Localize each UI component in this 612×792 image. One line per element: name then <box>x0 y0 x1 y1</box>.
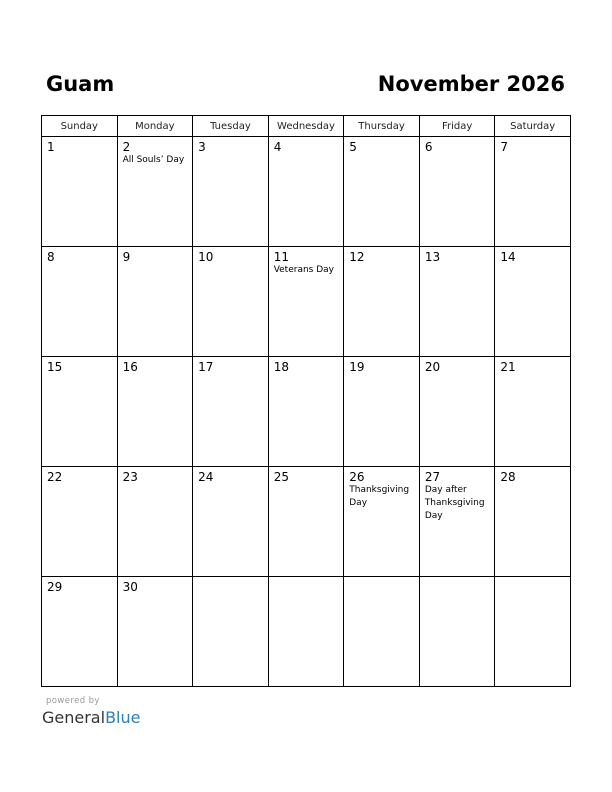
day-cell <box>419 137 495 247</box>
day-cell <box>117 247 193 357</box>
day-number: 11 <box>273 250 289 264</box>
day-number: 5 <box>349 140 357 154</box>
day-cell <box>344 247 420 357</box>
weekday-sunday: Sunday <box>42 116 118 137</box>
day-number: 20 <box>424 360 441 374</box>
day-cell <box>117 577 193 687</box>
day-number: 23 <box>122 470 138 484</box>
brand-logo-part1: General <box>42 708 106 727</box>
day-cell <box>419 577 495 687</box>
day-number: 29 <box>47 580 63 594</box>
day-number: 12 <box>349 250 365 264</box>
day-number: 16 <box>122 360 138 374</box>
day-cell <box>268 467 344 577</box>
weekday-monday: Monday <box>117 116 193 137</box>
day-number: 1 <box>47 140 55 154</box>
day-cell <box>42 137 118 247</box>
day-cell <box>495 247 571 357</box>
calendar-grid <box>41 115 571 687</box>
day-number: 22 <box>47 470 63 484</box>
day-number: 6 <box>424 140 433 154</box>
day-number: 15 <box>47 360 63 374</box>
holiday-label: All Souls’ Day <box>122 155 185 165</box>
brand-logo <box>42 708 140 728</box>
weekday-friday: Friday <box>419 116 495 137</box>
day-number: 10 <box>198 250 214 264</box>
brand-logo-part2: Blue <box>105 708 141 727</box>
day-number: 27 <box>424 470 441 484</box>
day-cell <box>117 467 193 577</box>
weekday-wednesday: Wednesday <box>268 116 344 137</box>
weekday-header-row <box>42 116 571 137</box>
day-cell <box>268 137 344 247</box>
weekday-thursday: Thursday <box>344 116 420 137</box>
day-cell <box>419 247 495 357</box>
footer-branding <box>42 696 140 728</box>
day-cell <box>42 247 118 357</box>
week-row <box>42 247 571 357</box>
day-cell <box>268 577 344 687</box>
day-cell <box>419 467 495 577</box>
week-row <box>42 137 571 247</box>
day-cell <box>42 357 118 467</box>
weekday-saturday: Saturday <box>495 116 571 137</box>
holiday-label: Veterans Day <box>273 265 334 275</box>
day-cell <box>344 357 420 467</box>
week-row <box>42 467 571 577</box>
day-cell <box>117 357 193 467</box>
day-number: 28 <box>500 470 516 484</box>
week-row <box>42 357 571 467</box>
day-number: 25 <box>273 470 289 484</box>
day-cell <box>495 357 571 467</box>
day-number: 30 <box>122 580 138 594</box>
week-row <box>42 577 571 687</box>
day-cell <box>193 467 269 577</box>
holiday-label: Day after Thanksgiving Day <box>424 485 485 521</box>
day-cell <box>495 137 571 247</box>
day-number: 13 <box>424 250 441 264</box>
day-cell <box>42 577 118 687</box>
day-number: 8 <box>47 250 55 264</box>
day-cell <box>344 467 420 577</box>
day-number: 19 <box>349 360 365 374</box>
day-number: 14 <box>500 250 516 264</box>
day-cell <box>117 137 193 247</box>
day-number: 3 <box>198 140 206 154</box>
day-cell <box>344 137 420 247</box>
day-cell <box>344 577 420 687</box>
day-cell <box>419 357 495 467</box>
calendar-month-title: November 2026 <box>377 72 565 96</box>
day-cell <box>495 467 571 577</box>
weekday-tuesday: Tuesday <box>193 116 269 137</box>
holiday-label: Thanksgiving Day <box>349 485 410 508</box>
day-number: 21 <box>500 360 516 374</box>
calendar-region-title: Guam <box>46 72 115 96</box>
day-number: 9 <box>122 250 131 264</box>
day-cell <box>193 247 269 357</box>
day-number: 18 <box>273 360 289 374</box>
day-cell <box>193 357 269 467</box>
day-number: 26 <box>349 470 365 484</box>
day-number: 7 <box>500 140 509 154</box>
day-cell <box>193 137 269 247</box>
day-number: 2 <box>122 140 131 154</box>
powered-by-text: powered by <box>46 696 100 706</box>
day-cell <box>193 577 269 687</box>
day-number: 24 <box>198 470 214 484</box>
day-number: 17 <box>198 360 214 374</box>
day-cell <box>268 357 344 467</box>
day-cell <box>268 247 344 357</box>
day-cell <box>495 577 571 687</box>
day-number: 4 <box>273 140 282 154</box>
day-cell <box>42 467 118 577</box>
